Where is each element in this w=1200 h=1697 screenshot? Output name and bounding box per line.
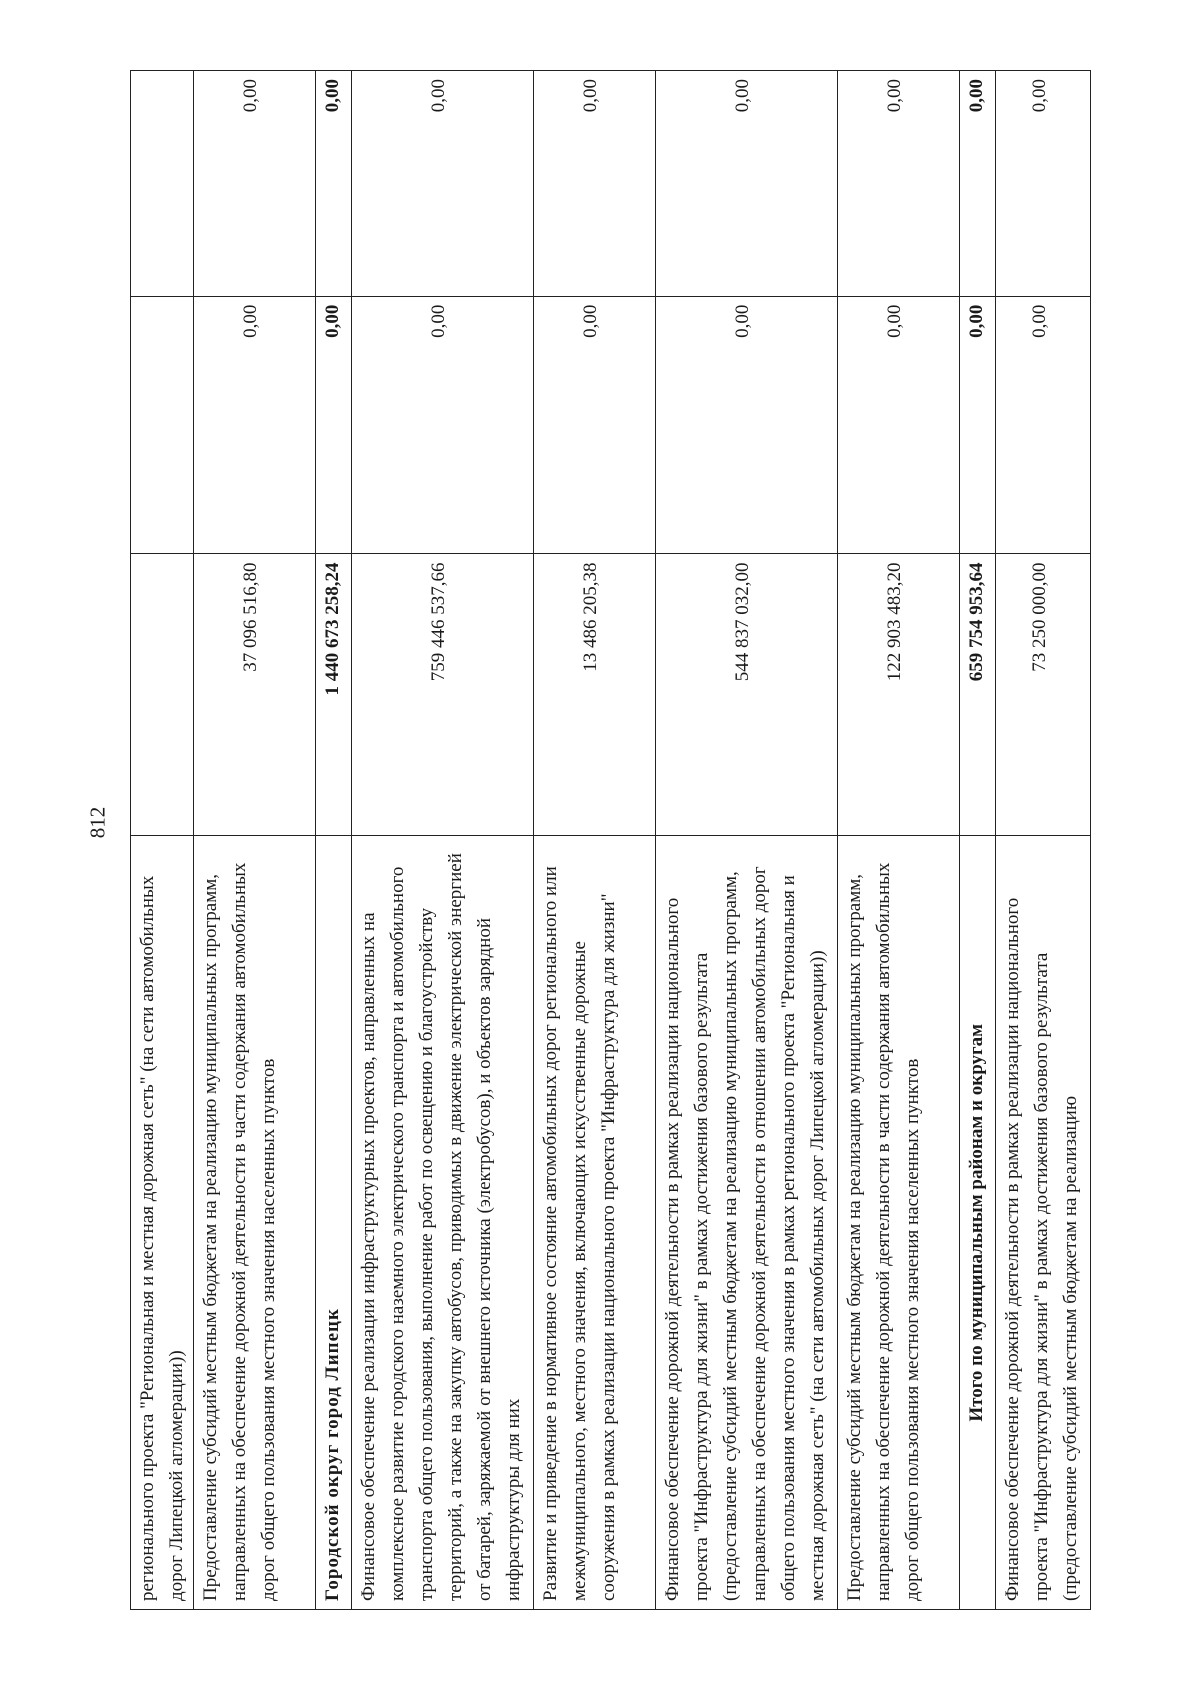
row-col3: 0,00 — [534, 296, 656, 554]
row-col4: 0,00 — [656, 71, 838, 297]
row-col3: 0,00 — [194, 296, 316, 554]
row-col4: 0,00 — [960, 71, 996, 297]
row-description: Финансовое обеспечение реализации инфраструктурных проектов, направленных на комплексное развитие городского наземного электрического транспорта и автомобильного транспорта общего пользования, выполнение работ по освещению и благоустройству территорий, а также на закупку автобусов, приводимых в движение электрической энергией от батарей, заряжаемой от внешнего источника (электробусов), и объектов зарядной инфраструктуры для них — [352, 836, 534, 1610]
row-description: Предоставление субсидий местным бюджетам на реализацию муниципальных программ, направленных на обеспечение дорожной деятельности в части содержания автомобильных дорог общего пользования местного значения населенных пунктов — [838, 836, 960, 1610]
row-col4: 0,00 — [352, 71, 534, 297]
table-row — [838, 71, 960, 1610]
row-amount: 544 837 032,00 — [656, 554, 838, 836]
row-amount: 13 486 205,38 — [534, 554, 656, 836]
row-col4: 0,00 — [316, 71, 352, 297]
row-col4: 0,00 — [996, 71, 1091, 297]
row-description: Итого по муниципальным районам и округам — [960, 836, 996, 1610]
row-col3: 0,00 — [960, 296, 996, 554]
row-col3 — [131, 296, 194, 554]
row-col3: 0,00 — [656, 296, 838, 554]
row-amount: 659 754 953,64 — [960, 554, 996, 836]
row-description: Финансовое обеспечение дорожной деятельности в рамках реализации национального проекта "Инфраструктура для жизни" в рамках достижения базового результата (предоставление субсидий местным бюджетам на реализацию — [996, 836, 1091, 1610]
row-amount: 759 446 537,66 — [352, 554, 534, 836]
table-row — [656, 71, 838, 1610]
row-amount: 37 096 516,80 — [194, 554, 316, 836]
row-col4 — [131, 71, 194, 297]
row-amount: 1 440 673 258,24 — [316, 554, 352, 836]
table-row — [352, 71, 534, 1610]
row-description: Развитие и приведение в нормативное состояние автомобильных дорог регионального или межмуниципального, местного значения, включающих искусственные дорожные сооружения в рамках реализации национального проекта "Инфраструктура для жизни" — [534, 836, 656, 1610]
row-description: Городской округ город Липецк — [316, 836, 352, 1610]
row-amount — [131, 554, 194, 836]
row-col4: 0,00 — [838, 71, 960, 297]
table-row-total — [960, 71, 996, 1610]
row-description: регионального проекта "Региональная и местная дорожная сеть" (на сети автомобильных дорог Липецкой агломерации)) — [131, 836, 194, 1610]
row-col4: 0,00 — [534, 71, 656, 297]
budget-table — [130, 70, 1091, 1610]
row-amount: 122 903 483,20 — [838, 554, 960, 836]
row-description: Финансовое обеспечение дорожной деятельности в рамках реализации национального проекта "Инфраструктура для жизни" в рамках достижения базового результата (предоставление субсидий местным бюджетам на реализацию муниципальных программ, направленных на обеспечение дорожной деятельности в отношении автомобильных дорог общего пользования местного значения в рамках регионального проекта "Региональная и местная дорожная сеть" (на сети автомобильных дорог Липецкой агломерации)) — [656, 836, 838, 1610]
rotated-table-wrapper — [130, 70, 1085, 1610]
table-row — [534, 71, 656, 1610]
table-row-subtotal — [316, 71, 352, 1610]
row-col3: 0,00 — [316, 296, 352, 554]
table-row — [996, 71, 1091, 1610]
table-row — [194, 71, 316, 1610]
row-col4: 0,00 — [194, 71, 316, 297]
page-number: 812 — [85, 806, 110, 839]
row-amount: 73 250 000,00 — [996, 554, 1091, 836]
table-row — [131, 71, 194, 1610]
row-description: Предоставление субсидий местным бюджетам на реализацию муниципальных программ, направленных на обеспечение дорожной деятельности в части содержания автомобильных дорог общего пользования местного значения населенных пунктов — [194, 836, 316, 1610]
row-col3: 0,00 — [352, 296, 534, 554]
row-col3: 0,00 — [838, 296, 960, 554]
row-col3: 0,00 — [996, 296, 1091, 554]
